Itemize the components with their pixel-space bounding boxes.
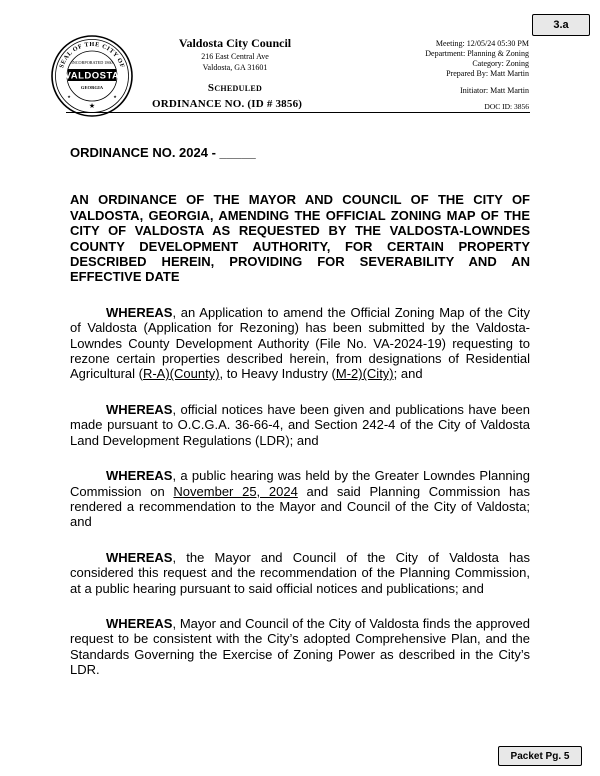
department: Department: Planning & Zoning bbox=[425, 49, 529, 58]
paragraph-text: and said Planning Commission has rendered a recommendation to the Mayor and Council of the City of Valdosta; and bbox=[70, 483, 530, 530]
packet-page-label: Packet Pg. 5 bbox=[498, 746, 582, 766]
category: Category: Zoning bbox=[472, 59, 529, 68]
agenda-item-tag: 3.a bbox=[532, 14, 590, 36]
whereas-label: WHEREAS bbox=[106, 304, 173, 320]
council-info bbox=[142, 36, 328, 94]
paragraph-text: , to Heavy Industry ( bbox=[219, 366, 336, 382]
from-zone: R-A)(County) bbox=[142, 366, 220, 382]
address-line-1: 216 East Central Ave bbox=[201, 52, 269, 61]
ordinance-body bbox=[70, 145, 530, 678]
whereas-label: WHEREAS bbox=[106, 615, 173, 631]
ordinance-title: AN ORDINANCE OF THE MAYOR AND COUNCIL OF THE CITY OF VALDOSTA, GEORGIA, AMENDING THE OFFICIAL ZONING MAP OF THE CITY OF VALDOSTA AS REQUESTED BY THE VALDOSTA-LOWNDES COUNTY DEVELOPMENT AUTHORITY, FOR CERTAIN PROPERTY DESCRIBED HEREIN, PROVIDING FOR SEVERABILITY AND AN EFFECTIVE DATE bbox=[70, 192, 530, 285]
hearing-date: November 25, 2024 bbox=[173, 483, 298, 499]
whereas-label: WHEREAS bbox=[106, 549, 173, 565]
whereas-label: WHEREAS bbox=[106, 468, 173, 484]
paragraph-text: ; and bbox=[393, 366, 423, 382]
whereas-paragraph-2 bbox=[70, 402, 530, 448]
meeting-metadata bbox=[425, 39, 529, 96]
whereas-label: WHEREAS bbox=[106, 401, 173, 417]
svg-text:GEORGIA: GEORGIA bbox=[80, 85, 104, 90]
ordinance-heading: ORDINANCE NO. (ID # 3856) bbox=[152, 98, 303, 110]
whereas-paragraph-3 bbox=[70, 468, 530, 530]
status-label: Scheduled bbox=[207, 82, 263, 94]
svg-text:INCORPORATED 1860: INCORPORATED 1860 bbox=[71, 60, 113, 65]
meeting-date: Meeting: 12/05/24 05:30 PM bbox=[435, 39, 529, 48]
paragraph-text: , a public hearing was held by the Greater Lowndes Planning Commission on bbox=[70, 468, 530, 499]
whereas-paragraph-5 bbox=[70, 616, 530, 678]
to-zone: M-2)(City) bbox=[335, 366, 394, 382]
paragraph-text: , official notices have been given and publications have been made pursuant to O.C.G.A. 36-66-4, and Section 242-4 of the City of Valdosta Land Development Regulations (LDR); and bbox=[70, 401, 530, 448]
ordinance-number: ORDINANCE NO. 2024 - _____ bbox=[70, 145, 256, 160]
address-line-2: Valdosta, GA 31601 bbox=[202, 63, 268, 72]
doc-id: DOC ID: 3856 bbox=[484, 102, 529, 111]
svg-text:★: ★ bbox=[113, 94, 117, 99]
whereas-paragraph-1 bbox=[70, 305, 530, 382]
svg-text:★: ★ bbox=[88, 103, 96, 110]
prepared-by: Prepared By: Matt Martin bbox=[446, 69, 529, 78]
city-seal-logo bbox=[50, 34, 134, 118]
svg-text:SEAL OF THE CITY OF: SEAL OF THE CITY OF bbox=[58, 40, 126, 70]
paragraph-text: , the Mayor and Council of the City of Valdosta has considered this request and the recommendation of the Planning Commission, at a public hearing pursuant to said official notices and publications; and bbox=[70, 549, 530, 596]
header-divider bbox=[66, 112, 530, 113]
whereas-paragraph-4 bbox=[70, 550, 530, 596]
paragraph-text: , an Application to amend the Official Zoning Map of the City of Valdosta (Application for Rezoning) has been submitted by the Valdosta-Lowndes County Development Authority (File No. VA-2024-19) requesting to rezone certain properties described herein, from designations of Residential Agricultural ( bbox=[70, 304, 530, 382]
svg-text:★: ★ bbox=[67, 94, 71, 99]
council-name: Valdosta City Council bbox=[178, 36, 292, 50]
initiator: Initiator: Matt Martin bbox=[460, 86, 529, 95]
svg-text:VALDOSTA: VALDOSTA bbox=[64, 70, 120, 82]
paragraph-text: , Mayor and Council of the City of Valdosta finds the approved request to be consistent with the City’s adopted Comprehensive Plan, and the Standards Governing the Exercise of Zoning Power as described in the City’s LDR. bbox=[70, 615, 530, 678]
